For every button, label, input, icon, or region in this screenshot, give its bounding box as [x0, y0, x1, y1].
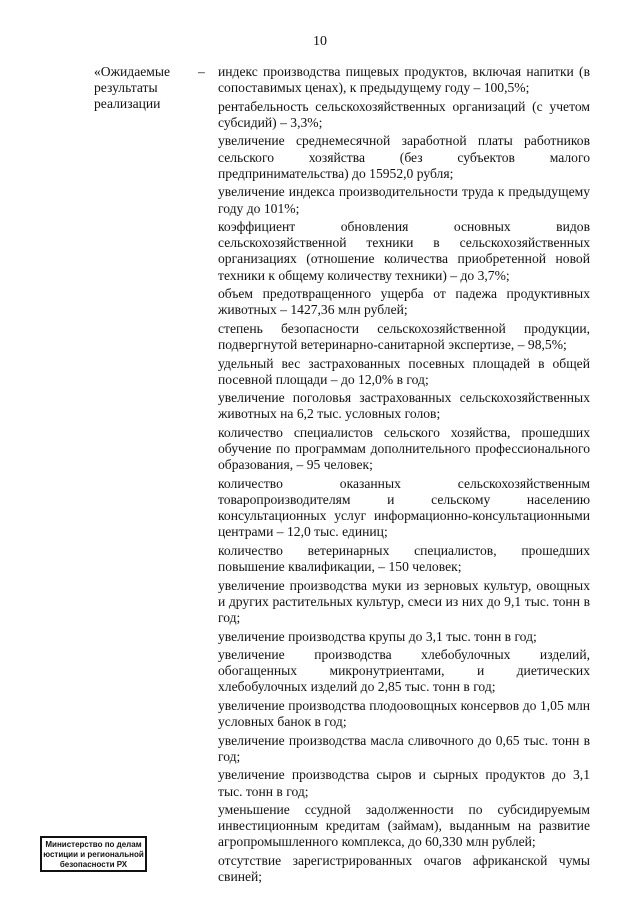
list-item: увеличение производства сыров и сырных продуктов до 3,1 тыс. тонн в год; [218, 767, 590, 799]
list-item: рентабельность сельскохозяйственных организаций (с учетом субсидий) – 3,3%; [218, 98, 590, 130]
list-item: коэффициент обновления основных видов сельскохозяйственной техники в сельскохозяйственных организациях (отношение количества приобретенной новой техники к общему количеству техники) – до 3,7%; [218, 219, 590, 283]
page-number: 10 [313, 34, 327, 49]
list-item: объем предотвращенного ущерба от падежа продуктивных животных – 1427,36 млн рублей; [218, 286, 590, 318]
list-item: увеличение производства масла сливочного до 0,65 тыс. тонн в год; [218, 732, 590, 764]
ministry-stamp [40, 836, 147, 872]
list-item: удельный вес застрахованных посевных площадей в общей посевной площади – до 12,0% в год; [218, 355, 590, 387]
stamp-line: юстиции и региональной [43, 850, 144, 859]
list-item: увеличение производства крупы до 3,1 тыс. тонн в год; [218, 628, 537, 644]
list-item: степень безопасности сельскохозяйственной продукции, подвергнутой ветеринарно-санитарной экспертизе, – 98,5%; [218, 320, 590, 353]
list-item: увеличение поголовья застрахованных сельскохозяйственных животных на 6,2 тыс. условных голов; [218, 390, 590, 422]
list-item: увеличение производства муки из зерновых культур, овощных и других растительных культур, смеси из них до 9,1 тыс. тонн в год; [218, 577, 590, 626]
section-label-line: результаты [94, 80, 158, 95]
label-dash: – [198, 64, 205, 79]
section-label-line: «Ожидаемые [94, 64, 171, 79]
list-item: уменьшение ссудной задолженности по субсидируемым инвестиционным кредитам (займам), выданным на развитие агропромышленного комплекса, до 60,330 млн рублей; [218, 802, 590, 850]
list-item: увеличение производства хлебобулочных изделий, обогащенных микронутриентами, и диетических хлебобулочных изделий до 2,85 тыс. тонн в год; [218, 647, 590, 695]
list-item: увеличение производства плодоовощных консервов до 1,05 млн условных банок в год; [218, 697, 590, 730]
list-item: индекс производства пищевых продуктов, включая напитки (в сопоставимых ценах), к предыдущему году – 100,5%; [218, 64, 590, 96]
section-label [94, 64, 194, 112]
list-item: отсутствие зарегистрированных очагов африканской чумы свиней; [218, 852, 590, 885]
list-item: увеличение индекса производительности труда к предыдущему году до 101%; [218, 184, 590, 216]
list-item: количество оказанных сельскохозяйственным товаропроизводителям и сельскому населению консультационных услуг информационно-консультационными центрами – 12,0 тыс. единиц; [218, 475, 590, 540]
stamp-line: безопасности РХ [59, 860, 128, 869]
stamp-line: Министерство по делам [45, 840, 142, 849]
expected-results-list [218, 64, 590, 888]
list-item: количество специалистов сельского хозяйства, прошедших обучение по программам дополнительного профессионального образования, – 95 человек; [218, 424, 590, 473]
list-item: количество ветеринарных специалистов, прошедших повышение квалификации, – 150 человек; [218, 542, 590, 575]
list-item: увеличение среднемесячной заработной платы работников сельского хозяйства (без субъектов малого предпринимательства) до 15952,0 рубля; [218, 133, 590, 181]
section-label-line: реализации [94, 96, 161, 111]
